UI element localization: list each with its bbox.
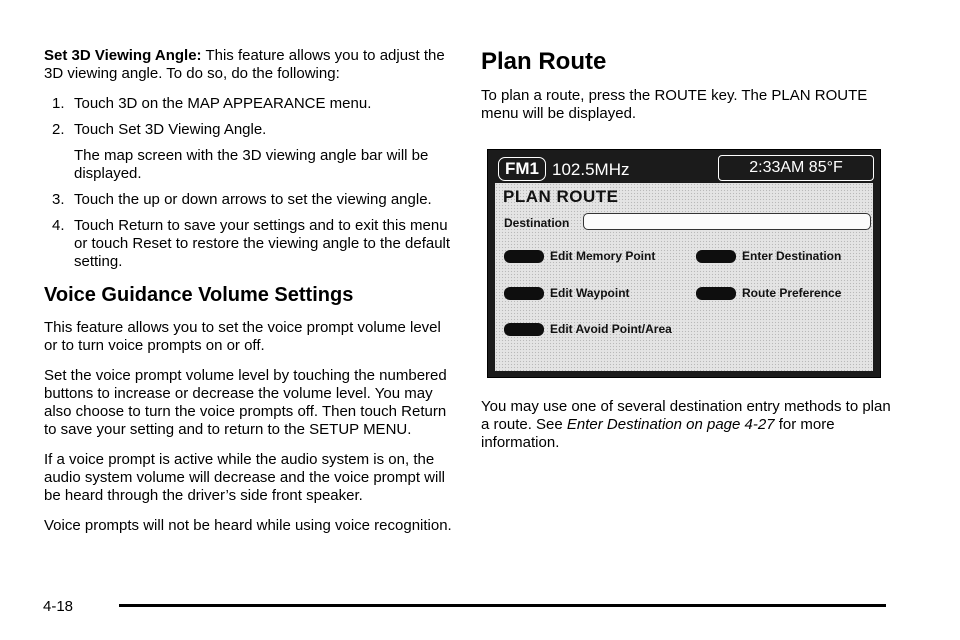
step-3 — [44, 191, 452, 209]
step-text: Touch Return to save your settings and to exit this menu or touch Reset to restore the viewing angle to the default setting. — [74, 217, 451, 270]
paragraph: Voice prompts will not be heard while using voice recognition. — [44, 517, 452, 534]
step-number: 4. — [52, 217, 65, 234]
destination-label: Destination — [504, 216, 570, 230]
intro-text: This feature allows you to adjust the 3D viewing angle. To do so, do the following: — [44, 47, 445, 82]
intro-paragraph — [44, 47, 452, 83]
frequency-readout: 102.5MHz — [552, 160, 630, 179]
step-1 — [44, 95, 452, 113]
destination-field[interactable] — [583, 213, 871, 230]
section-heading-voice: Voice Guidance Volume Settings — [44, 284, 354, 306]
paragraph: This feature allows you to set the voice prompt volume level or to turn voice prompts on or off. — [44, 319, 441, 354]
button-label: Enter Destination — [742, 249, 842, 263]
outro-text: You may use one of several destination entry methods to plan a route. See — [481, 398, 891, 433]
button-label: Edit Memory Point — [550, 249, 656, 263]
step-number: 2. — [52, 121, 65, 138]
button-pill — [696, 250, 736, 263]
menu-title: PLAN ROUTE — [503, 187, 619, 206]
page-number: 4-18 — [43, 598, 74, 615]
button-pill — [504, 287, 544, 300]
outro-text-end: for more information. — [481, 416, 835, 451]
edit-memory-point-button[interactable] — [504, 249, 655, 263]
enter-destination-button[interactable] — [696, 249, 841, 263]
button-label: Route Preference — [742, 286, 842, 300]
intro-label: Set 3D Viewing Angle: — [44, 47, 202, 64]
right-column — [481, 47, 891, 464]
button-pill — [696, 287, 736, 300]
plan-route-outro — [481, 398, 891, 452]
edit-waypoint-button[interactable] — [504, 286, 630, 300]
section-heading-plan-route: Plan Route — [481, 48, 607, 75]
band-button[interactable]: FM1 — [498, 157, 546, 181]
step-text: Touch 3D on the MAP APPEARANCE menu. — [74, 95, 372, 112]
button-pill — [504, 250, 544, 263]
step-number: 1. — [52, 95, 65, 112]
step-number: 3. — [52, 191, 65, 208]
step-2-note: The map screen with the 3D viewing angle bar will be displayed. — [74, 147, 429, 182]
menu-panel — [495, 183, 873, 371]
step-4 — [44, 217, 452, 271]
button-label: Edit Waypoint — [550, 286, 630, 300]
paragraph: If a voice prompt is active while the audio system is on, the audio system volume will decrease and the voice prompt will be heard through the driver’s side front speaker. — [44, 451, 446, 504]
paragraph: Set the voice prompt volume level by touching the numbered buttons to increase or decrease the volume level. You may also choose to turn the voice prompts off. Then touch Return to save your setting and to return to the SETUP MENU. — [44, 367, 447, 438]
steps-list — [44, 95, 452, 271]
button-pill — [504, 323, 544, 336]
route-preference-button[interactable] — [696, 286, 841, 300]
step-2 — [44, 121, 452, 139]
cross-reference: Enter Destination on page 4-27 — [566, 416, 775, 433]
plan-route-screen — [487, 149, 881, 378]
clock-temp-display: 2:33AM 85°F — [718, 155, 874, 181]
footer-rule — [119, 604, 886, 607]
step-text: Touch Set 3D Viewing Angle. — [74, 121, 267, 138]
button-label: Edit Avoid Point/Area — [550, 322, 672, 336]
step-text: Touch the up or down arrows to set the viewing angle. — [74, 191, 432, 208]
plan-route-intro: To plan a route, press the ROUTE key. The PLAN ROUTE menu will be displayed. — [481, 87, 868, 122]
edit-avoid-point-button[interactable] — [504, 322, 672, 336]
left-column — [44, 47, 452, 547]
